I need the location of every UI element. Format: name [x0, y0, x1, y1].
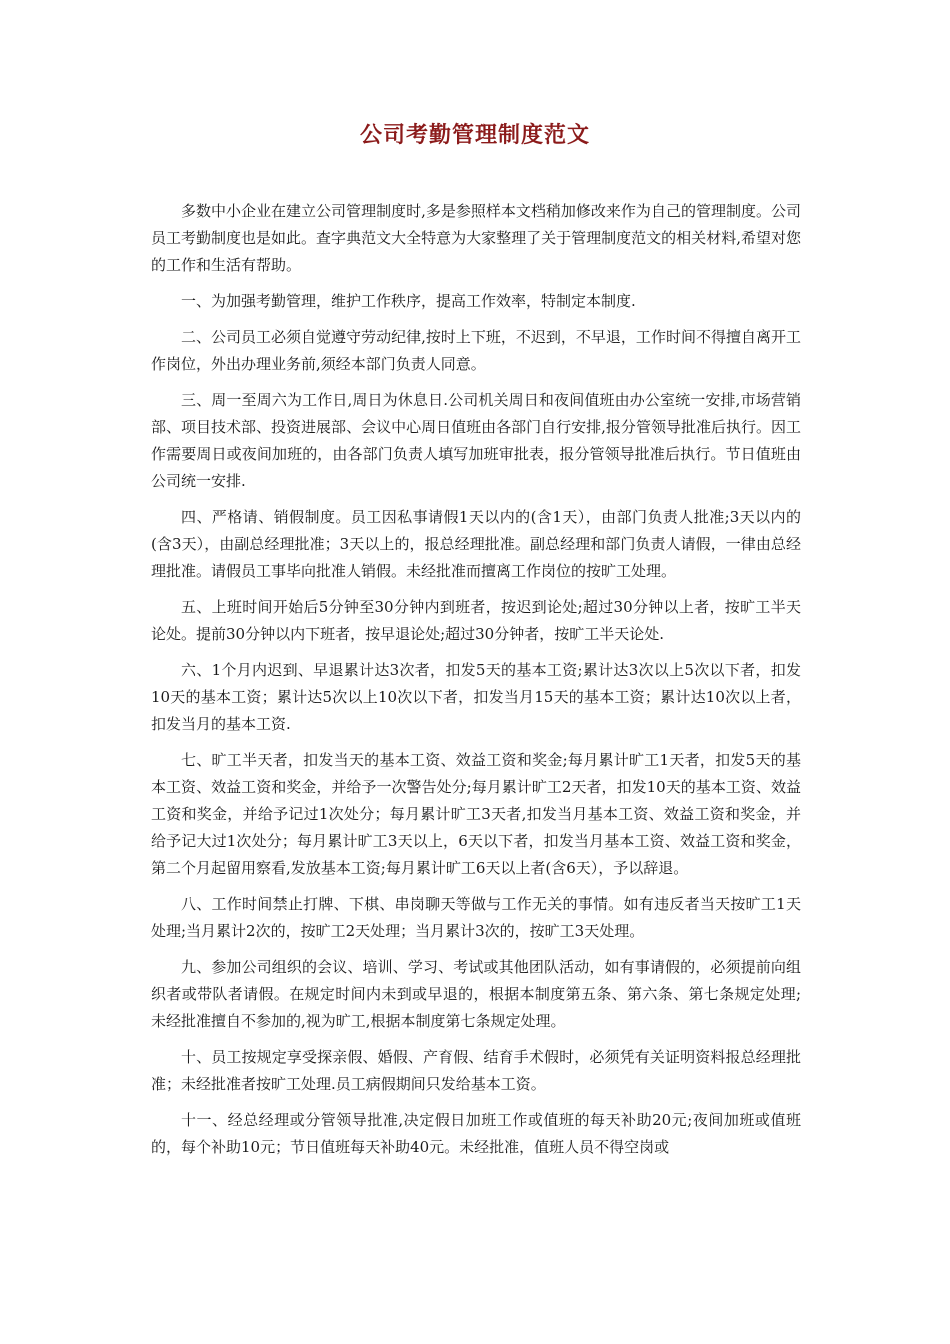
paragraph-article-3: 三、周一至周六为工作日,周日为休息日.公司机关周日和夜间值班由办公室统一安排,市场营销部、项目技术部、投资进展部、会议中心周日值班由各部门自行安排,报分管领导批准后执行。因工作需要周日或夜间加班的，由各部门负责人填写加班审批表，报分管领导批准后执行。节日值班由公司统一安排. — [151, 391, 801, 490]
paragraph-intro: 多数中小企业在建立公司管理制度时,多是参照样本文档稍加修改来作为自己的管理制度。公司员工考勤制度也是如此。查字典范文大全特意为大家整理了关于管理制度范文的相关材料,希望对您的工作和生活有帮助。 — [151, 202, 801, 274]
paragraph-article-8: 八、工作时间禁止打牌、下棋、串岗聊天等做与工作无关的事情。如有违反者当天按旷工1天处理;当月累计2次的，按旷工2天处理；当月累计3次的，按旷工3天处理。 — [151, 895, 801, 940]
paragraph-article-2: 二、公司员工必须自觉遵守劳动纪律,按时上下班，不迟到，不早退，工作时间不得擅自离开工作岗位，外出办理业务前,须经本部门负责人同意。 — [151, 328, 801, 373]
document-body — [151, 198, 801, 1170]
paragraph-article-4: 四、严格请、销假制度。员工因私事请假1天以内的(含1天），由部门负责人批准;3天以内的(含3天），由副总经理批准；3天以上的，报总经理批准。副总经理和部门负责人请假，一律由总经理批准。请假员工事毕向批准人销假。未经批准而擅离工作岗位的按旷工处理。 — [151, 508, 801, 580]
paragraph-article-11: 十一、经总经理或分管领导批准,决定假日加班工作或值班的每天补助20元;夜间加班或值班的，每个补助10元；节日值班每天补助40元。未经批准，值班人员不得空岗或 — [151, 1111, 801, 1156]
document-title: 公司考勤管理制度范文 — [359, 122, 590, 148]
paragraph-article-5: 五、上班时间开始后5分钟至30分钟内到班者，按迟到论处;超过30分钟以上者，按旷工半天论处。提前30分钟以内下班者，按早退论处;超过30分钟者，按旷工半天论处. — [151, 598, 801, 643]
paragraph-article-9: 九、参加公司组织的会议、培训、学习、考试或其他团队活动，如有事请假的，必须提前向组织者或带队者请假。在规定时间内未到或早退的，根据本制度第五条、第六条、第七条规定处理;未经批准擅自不参加的,视为旷工,根据本制度第七条规定处理。 — [151, 958, 801, 1030]
paragraph-article-6: 六、1个月内迟到、早退累计达3次者，扣发5天的基本工资;累计达3次以上5次以下者，扣发10天的基本工资；累计达5次以上10次以下者，扣发当月15天的基本工资；累计达10次以上者，扣发当月的基本工资. — [151, 661, 801, 733]
paragraph-article-10: 十、员工按规定享受探亲假、婚假、产育假、结育手术假时，必须凭有关证明资料报总经理批准；未经批准者按旷工处理.员工病假期间只发给基本工资。 — [151, 1048, 801, 1093]
paragraph-article-1: 一、为加强考勤管理，维护工作秩序，提高工作效率，特制定本制度. — [181, 292, 636, 310]
paragraph-article-7: 七、旷工半天者，扣发当天的基本工资、效益工资和奖金;每月累计旷工1天者，扣发5天的基本工资、效益工资和奖金，并给予一次警告处分;每月累计旷工2天者，扣发10天的基本工资、效益工资和奖金，并给予记过1次处分；每月累计旷工3天者,扣发当月基本工资、效益工资和奖金，并给予记大过1次处分；每月累计旷工3天以上，6天以下者，扣发当月基本工资、效益工资和奖金，第二个月起留用察看,发放基本工资;每月累计旷工6天以上者(含6天），予以辞退。 — [151, 751, 801, 877]
